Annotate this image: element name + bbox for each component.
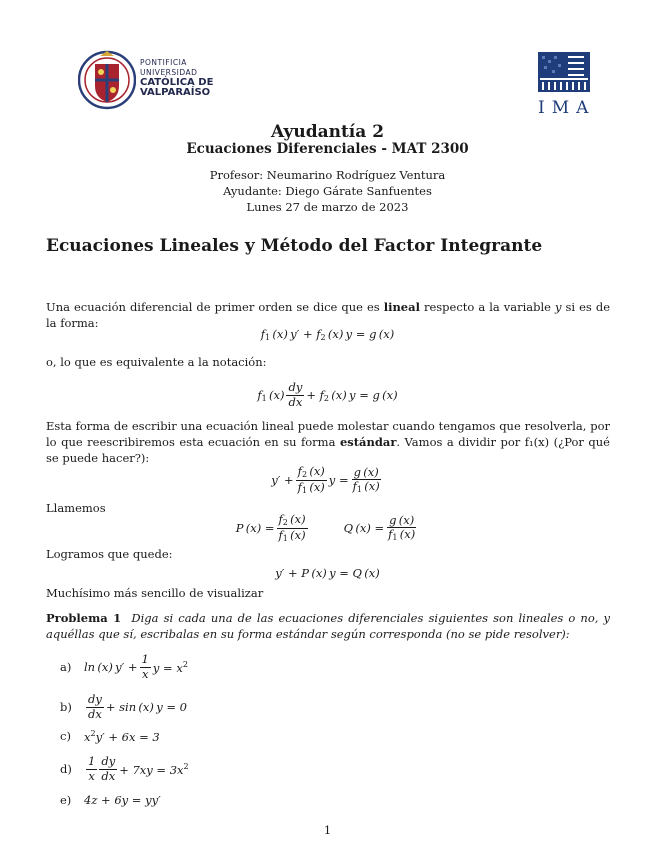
ima-logo [538, 52, 596, 118]
paragraph-llamemos: Llamemos [46, 501, 106, 515]
problem-label: Problema 1 [46, 611, 122, 625]
equation-final-standard: y′ + P (x) y = Q (x) [275, 566, 380, 580]
item-label-c: c) [60, 729, 71, 743]
item-label-a: a) [60, 660, 72, 674]
list-item-b: b) $\frac{dy}{dx}$ + sin (x) y = 0 [60, 692, 187, 721]
equation-leibniz-form: $f_1$ (x) $\frac{dy}{dx}$ + $f_2$ (x) y = g (x) [257, 380, 398, 409]
item-label-b: b) [60, 700, 72, 714]
paragraph-logramos: Logramos que quede: [46, 547, 173, 561]
logo-line-2: UNIVERSIDAD [140, 68, 198, 77]
para1-text-b: respecto a la variable [419, 300, 555, 314]
logo-line-1: PONTIFICIA [140, 58, 187, 67]
para1-var: y [555, 300, 562, 314]
section-title: Ecuaciones Lineales y Método del Factor Integrante [46, 236, 543, 256]
paragraph-standard-form [46, 418, 610, 466]
para3-text-b: . Vamos a dividir por f₁(x) (¿Por qué se puede hacer?): [46, 435, 610, 465]
item-label-d: d) [60, 762, 72, 776]
problem-text: Diga si cada una de las ecuaciones diferenciales siguientes son lineales o no, y aquéllas que sí, escribalas en su forma estándar según corresponda (no se pide resolver): [46, 611, 610, 641]
page-number: 1 [323, 823, 332, 837]
equation-standard-divided: y′ + $\frac{f_2 (x)}{f_1 (x)}$ y = $\frac{g (x)}{f_1 (x)}$ [271, 464, 380, 495]
equation-linear-form: $f_1$ (x) $y' + f_2$ (x) y = g (x) [260, 326, 395, 342]
document-subtitle: Ecuaciones Diferenciales - MAT 2300 [186, 141, 469, 157]
date-line: Lunes 27 de marzo de 2023 [246, 200, 409, 214]
logo-line-3: CATÓLICA DE [140, 77, 214, 88]
para1-text-a: Una ecuación diferencial de primer orden se dice que es [46, 300, 384, 314]
university-logo [78, 46, 278, 114]
logo-line-4: VALPARAÍSO [140, 87, 211, 98]
list-item-c: c) $x^2y' + 6x = 3$ [60, 728, 160, 744]
professor-line: Profesor: Neumarino Rodríguez Ventura [209, 168, 446, 182]
para1-text-c: si es de la forma: [46, 300, 610, 330]
list-item-a: a) ln (x) y′ + $\frac{1}{x}$ $y = x^2$ [60, 652, 188, 681]
document-title: Ayudantía 2 [270, 122, 385, 142]
assistant-line: Ayudante: Diego Gárate Sanfuentes [223, 184, 432, 198]
para3-text-a: Esta forma de escribir una ecuación lineal puede molestar cuando tengamos que resolverla, por lo que reescribiremos esta ecuación en su forma [46, 419, 610, 449]
para3-bold: estándar [339, 435, 397, 449]
ima-text: IMA [538, 98, 596, 118]
ima-building-icon [538, 52, 590, 92]
list-item-e: e) 4z + 6y = yy′ [60, 793, 161, 807]
list-item-d: d) $\frac{1}{x}$ $\frac{dy}{dx}$ + $7xy = 3x^2$ [60, 754, 189, 783]
para1-bold: lineal [383, 300, 420, 314]
paragraph-muchisimo: Muchísimo más sencillo de visualizar [46, 586, 264, 600]
paragraph-notation: o, lo que es equivalente a la notación: [46, 355, 267, 369]
equation-definitions-p-q: P (x) = $\frac{f_2 (x)}{f_1 (x)}$ Q (x) = $\frac{g (x)}{f_1 (x)}$ [235, 512, 416, 543]
item-label-e: e) [60, 793, 72, 807]
university-crest-icon [78, 48, 136, 112]
problem-statement [46, 610, 610, 642]
